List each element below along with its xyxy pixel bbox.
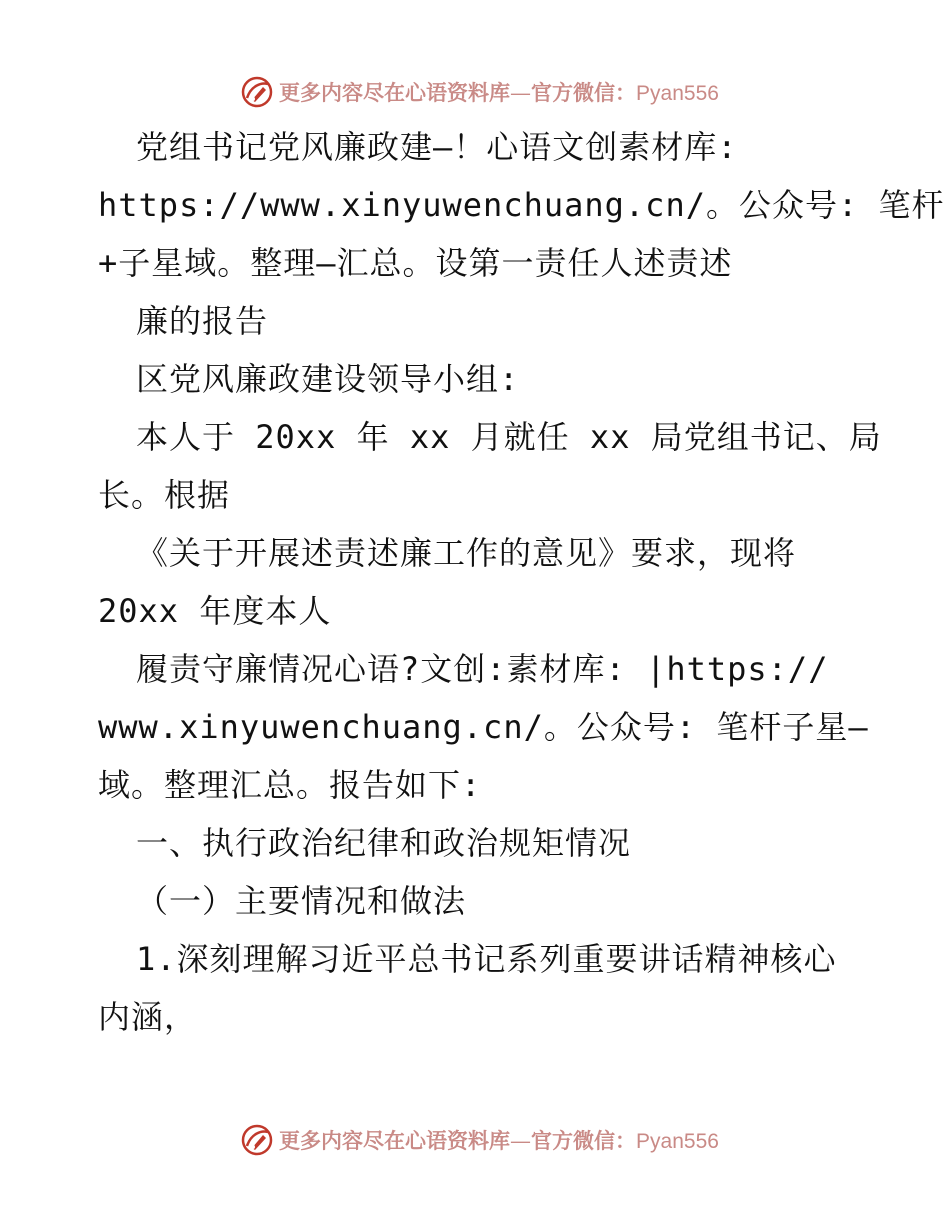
watermark-main: 更多内容尽在心语资料库 [279, 80, 511, 105]
watermark-separator: — [510, 1129, 532, 1153]
title-line-3: +子星域。整理—汇总。设第一责任人述责述 [98, 244, 733, 282]
subsection-heading: （一）主要情况和做法 [136, 882, 467, 920]
section-heading: 一、执行政治纪律和政治规矩情况 [136, 824, 632, 862]
paragraph-line: 履责守廉情况心语?文创:素材库: |https:// [136, 650, 829, 688]
paragraph-line: 20xx 年度本人 [98, 592, 332, 630]
paragraph-line: www.xinyuwenchuang.cn/。公众号: 笔杆子星— [98, 708, 869, 746]
paragraph-line: 1.深刻理解习近平总书记系列重要讲话精神核心 [136, 940, 837, 978]
paragraph-line: 域。整理汇总。报告如下: [98, 766, 482, 804]
watermark-text [279, 77, 719, 107]
watermark-suffix: 官方微信： [531, 80, 637, 105]
watermark-group [241, 1124, 719, 1156]
watermark-suffix: 官方微信： [531, 1128, 637, 1153]
document-body [98, 118, 945, 1046]
header-watermark [0, 72, 950, 112]
watermark-handle: Pyan556 [636, 82, 719, 105]
watermark-handle: Pyan556 [636, 1130, 719, 1153]
watermark-group [241, 76, 719, 108]
paragraph-line: 本人于 20xx 年 xx 月就任 xx 局党组书记、局 [136, 418, 882, 456]
watermark-separator: — [510, 81, 532, 105]
pen-logo-icon [241, 76, 273, 108]
pen-logo-icon [241, 1124, 273, 1156]
paragraph-line: 内涵， [98, 998, 198, 1036]
watermark-main: 更多内容尽在心语资料库 [279, 1128, 511, 1153]
footer-watermark [0, 1120, 950, 1160]
title-line-4: 廉的报告 [136, 302, 269, 340]
title-line-2: https://www.xinyuwenchuang.cn/。公众号: 笔杆 [98, 186, 945, 224]
watermark-text [279, 1125, 719, 1155]
title-line-1: 党组书记党风廉政建—！心语文创素材库: [136, 128, 738, 166]
paragraph-line: 《关于开展述责述廉工作的意见》要求，现将 [136, 534, 797, 572]
paragraph-line: 长。根据 [98, 476, 231, 514]
salutation: 区党风廉政建设领导小组: [136, 360, 520, 398]
